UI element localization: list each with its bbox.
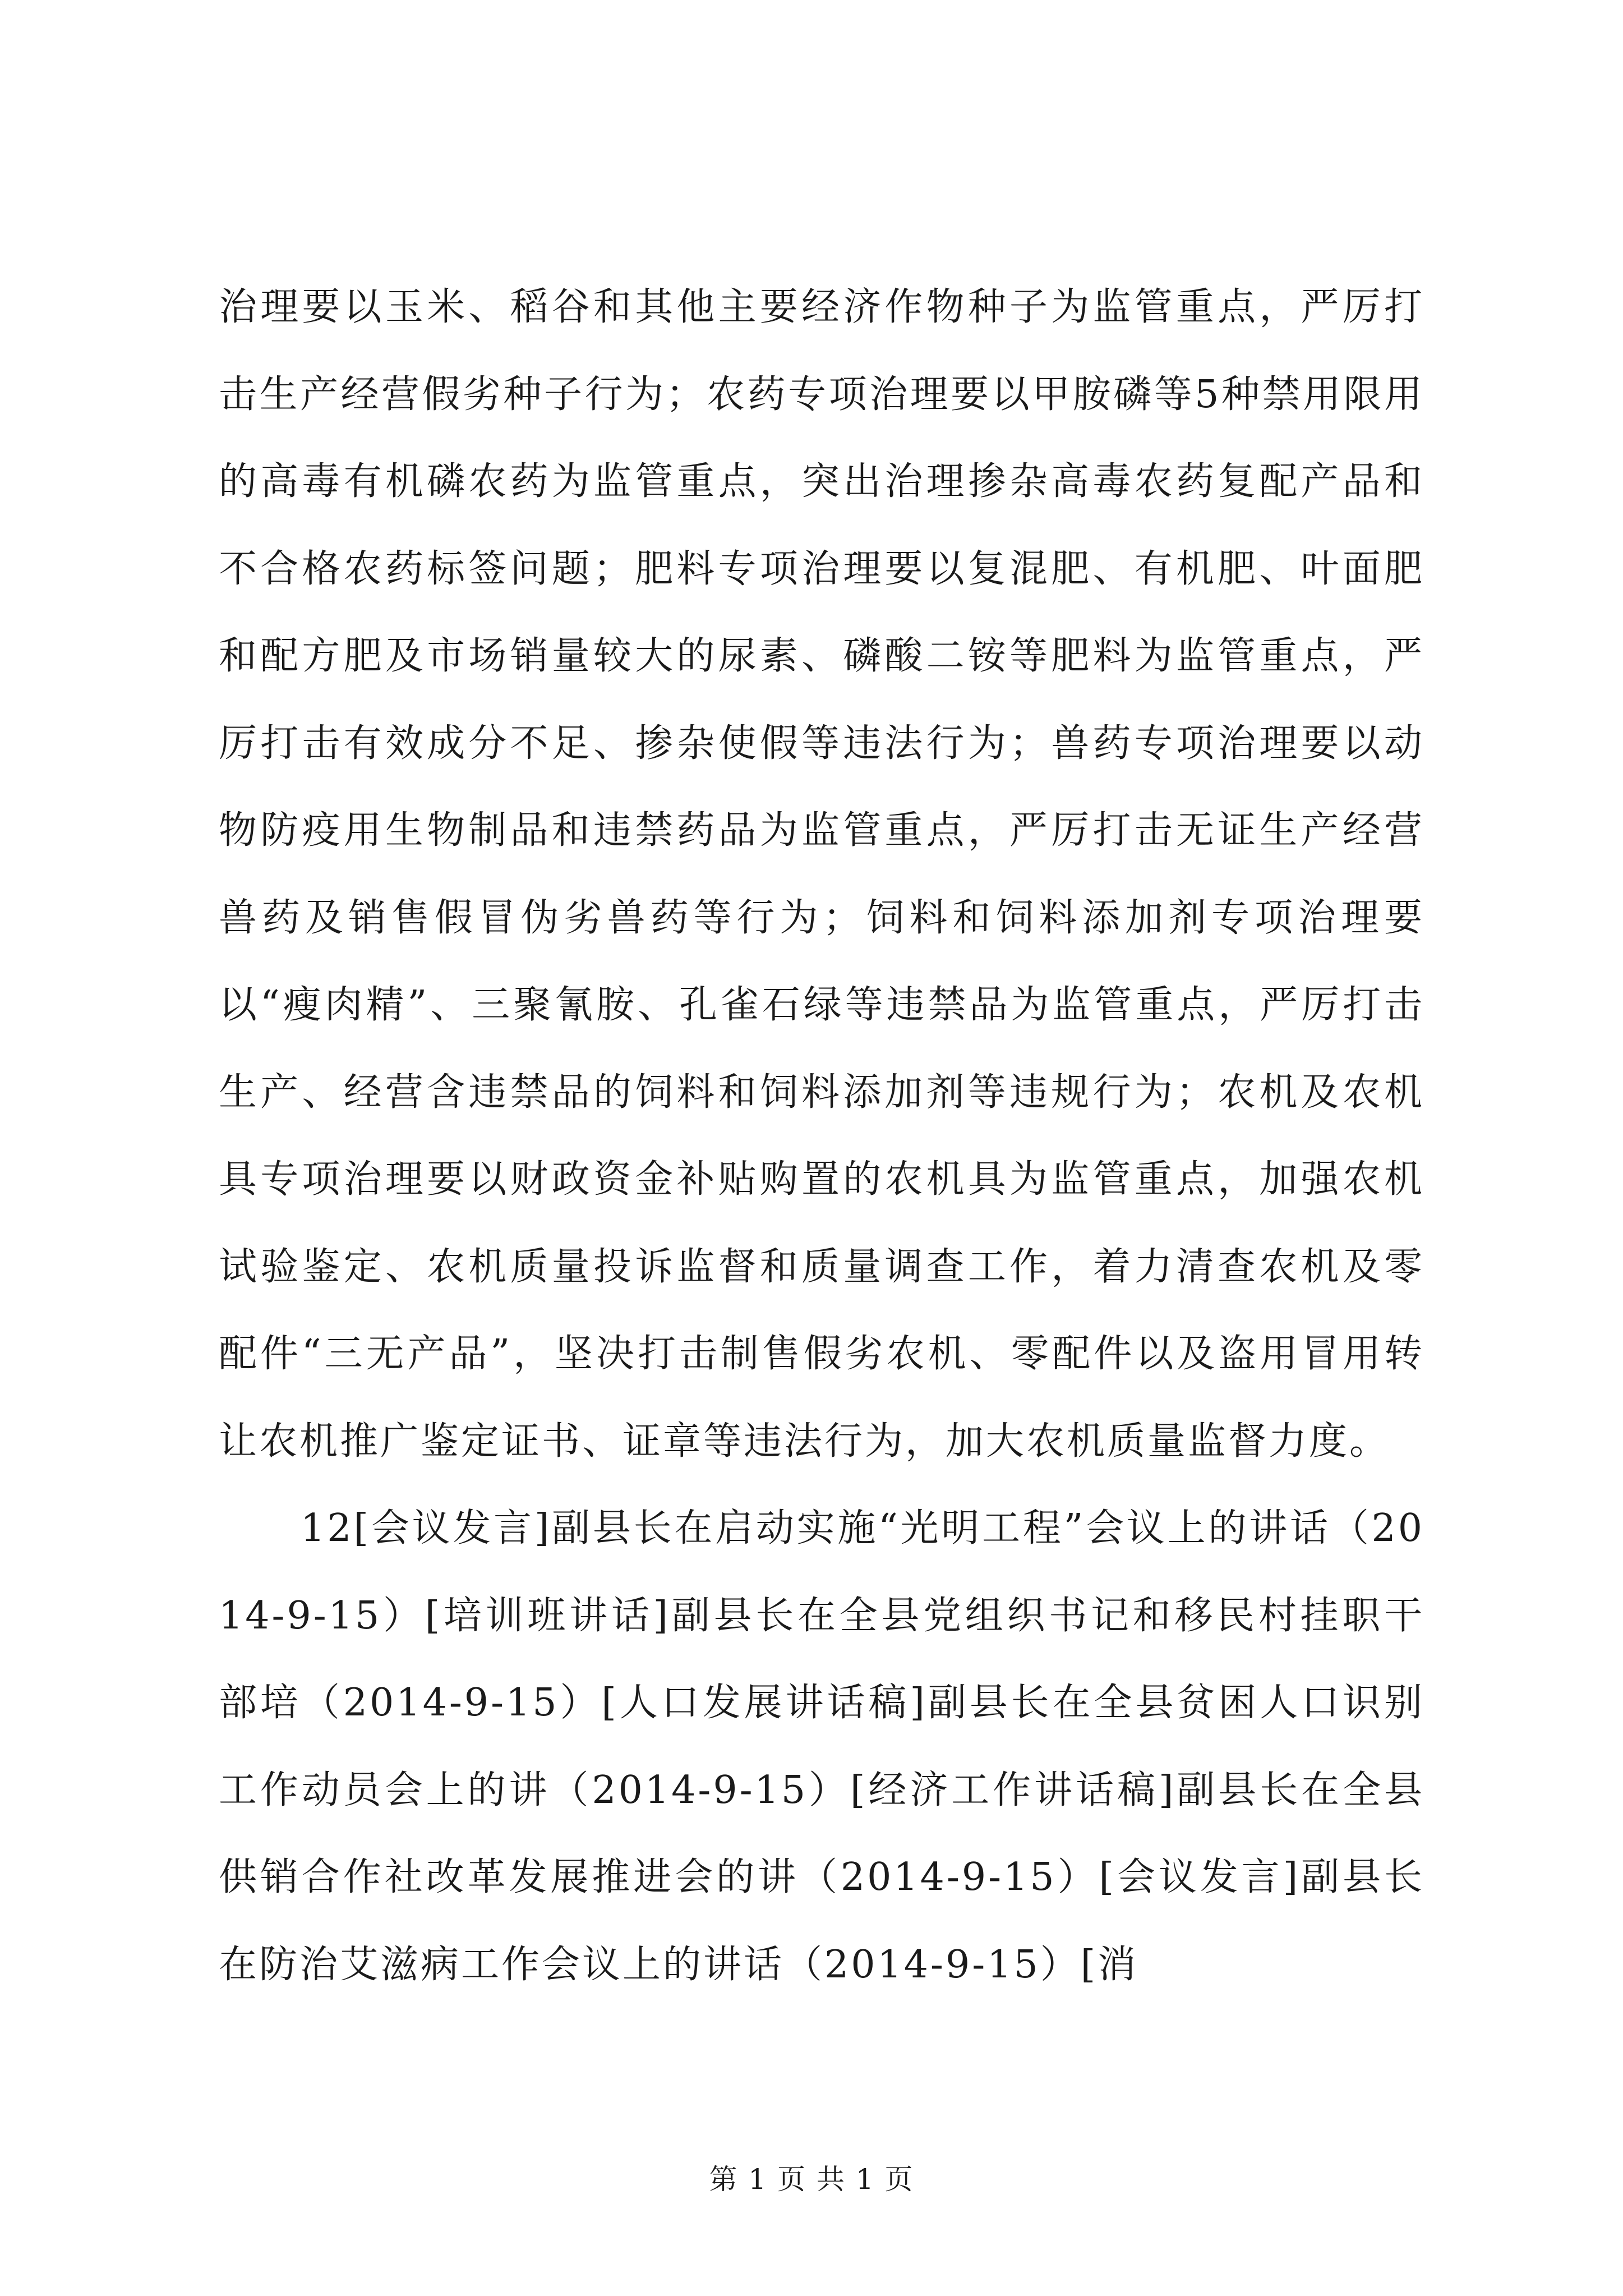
document-body [219,264,1424,2008]
paragraph-related-speeches: 12[会议发言]副县长在启动实施“光明工程”会议上的讲话（2014-9-15）[培训班讲话]副县长在全县党组织书记和移民村挂职干部培（2014-9-15）[人口发展讲话稿]副县长在全县贫困人口识别工作动员会上的讲（2014-9-15）[经济工作讲话稿]副县长在全县供销合作社改革发展推进会的讲（2014-9-15）[会议发言]副县长在防治艾滋病工作会议上的讲话（2014-9-15）[消 [219,1506,1424,1987]
page-number-footer: 第 1 页 共 1 页 [709,2163,914,2196]
paragraph-continued: 治理要以玉米、稻谷和其他主要经济作物种子为监管重点，严厉打击生产经营假劣种子行为；农药专项治理要以甲胺磷等5种禁用限用的高毒有机磷农药为监管重点，突出治理掺杂高毒农药复配产品和不合格农药标签问题；肥料专项治理要以复混肥、有机肥、叶面肥和配方肥及市场销量较大的尿素、磷酸二铵等肥料为监管重点，严厉打击有效成分不足、掺杂使假等违法行为；兽药专项治理要以动物防疫用生物制品和违禁药品为监管重点，严厉打击无证生产经营兽药及销售假冒伪劣兽药等行为；饲料和饲料添加剂专项治理要以“瘦肉精”、三聚氰胺、孔雀石绿等违禁品为监管重点，严厉打击生产、经营含违禁品的饲料和饲料添加剂等违规行为；农机及农机具专项治理要以财政资金补贴购置的农机具为监管重点，加强农机试验鉴定、农机质量投诉监督和质量调查工作，着力清查农机及零配件“三无产品”，坚决打击制售假劣农机、零配件以及盗用冒用转让农机推广鉴定证书、证章等违法行为，加大农机质量监督力度。 [219,285,1424,1464]
